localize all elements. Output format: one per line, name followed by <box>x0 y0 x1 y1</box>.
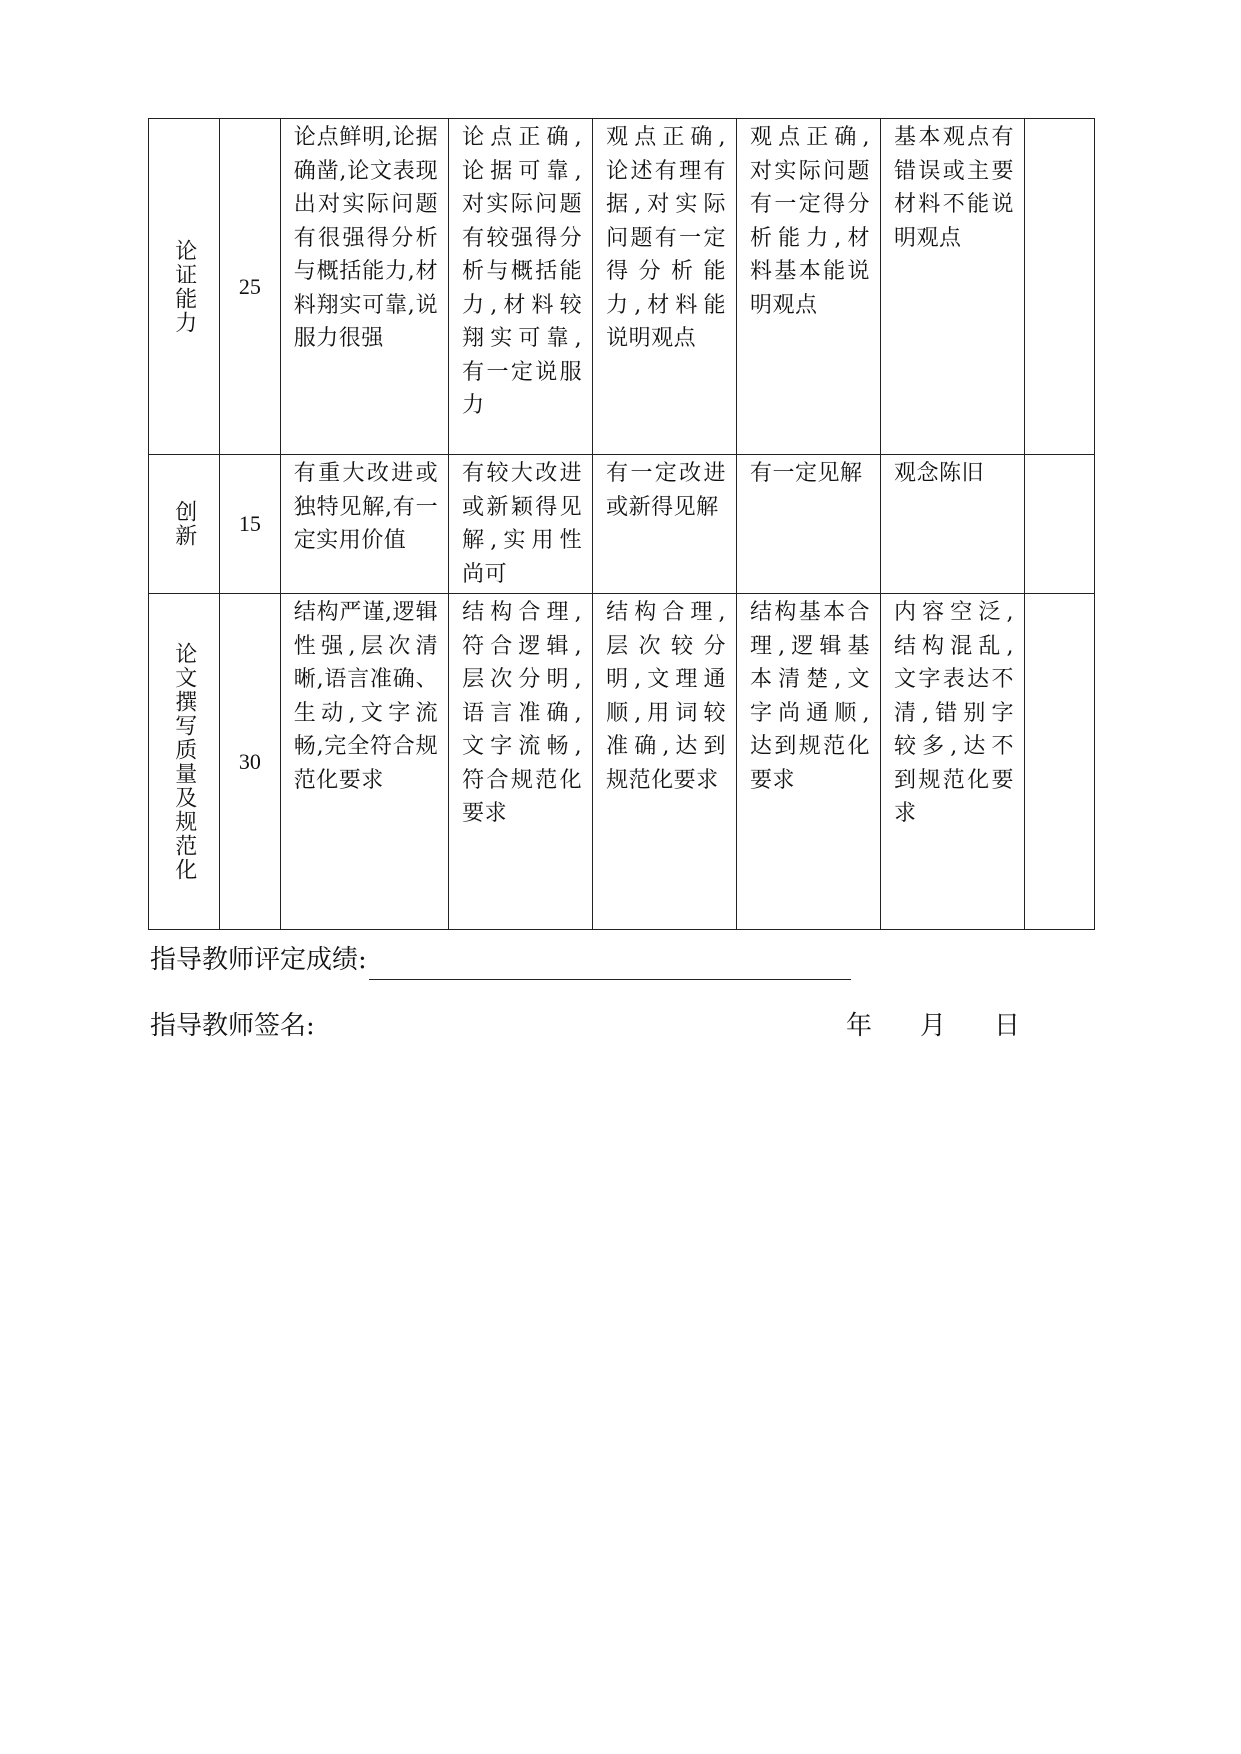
criterion-cell <box>149 119 220 455</box>
level-text: 有一定见解 <box>750 461 863 486</box>
grade-entry-cell[interactable] <box>1024 594 1094 930</box>
signature-label: 指导教师签名: <box>150 1011 315 1041</box>
level-text: 内容空泛,结构混乱,文字表达不清,错别字较多,达不到规范化要求 <box>894 600 1014 826</box>
level-cell <box>737 594 881 930</box>
level-text: 论点鲜明,论据确凿,论文表现出对实际问题有很强得分析与概括能力,材料翔实可靠,说服力很强 <box>293 125 439 351</box>
criterion-label: 论文撰写质量及规范化 <box>171 641 197 882</box>
level-text <box>1025 594 1094 598</box>
level-cell <box>593 455 737 594</box>
level-text: 观点正确,对实际问题有一定得分析能力,材料基本能说明观点 <box>750 125 871 318</box>
criterion-cell <box>149 594 220 930</box>
date-month: 月 <box>920 1011 947 1041</box>
signature-line <box>150 1006 315 1046</box>
level-cell <box>593 594 737 930</box>
level-cell <box>449 119 593 455</box>
level-cell <box>881 594 1025 930</box>
date-day: 日 <box>994 1011 1021 1041</box>
score-cell: 30 <box>219 594 280 930</box>
score-cell: 15 <box>219 455 280 594</box>
level-text: 结构合理,符合逻辑,层次分明,语言准确,文字流畅,符合规范化要求 <box>462 600 583 826</box>
criterion-label: 论证能力 <box>171 238 197 335</box>
level-text: 有较大改进或新颖得见解,实用性尚可 <box>462 461 583 587</box>
level-text: 结构合理,层次较分明,文理通顺,用词较准确,达到规范化要求 <box>606 600 727 793</box>
level-text: 基本观点有错误或主要材料不能说明观点 <box>894 125 1014 251</box>
criterion-cell <box>149 455 220 594</box>
criterion-label: 创新 <box>171 500 197 548</box>
level-text: 观点正确,论述有理有据,对实际问题有一定得分析能力,材料能说明观点 <box>606 125 727 351</box>
table-row <box>149 119 1095 455</box>
level-text: 论点正确,论据可靠,对实际问题有较强得分析与概括能力,材料较翔实可靠,有一定说服力 <box>462 125 583 418</box>
level-cell <box>737 119 881 455</box>
level-cell <box>280 594 448 930</box>
level-cell <box>881 119 1025 455</box>
table-row <box>149 594 1095 930</box>
level-cell <box>737 455 881 594</box>
table-row <box>149 455 1095 594</box>
grade-entry-cell[interactable] <box>1024 455 1094 594</box>
level-text: 观念陈旧 <box>894 461 985 486</box>
level-cell <box>881 455 1025 594</box>
signature-date <box>846 1006 1020 1046</box>
level-text: 有重大改进或独特见解,有一定实用价值 <box>293 461 439 553</box>
level-cell <box>449 455 593 594</box>
date-year: 年 <box>846 1011 873 1041</box>
level-text: 结构基本合理,逻辑基本清楚,文字尚通顺,达到规范化要求 <box>750 600 871 793</box>
grade-input-line[interactable] <box>369 949 851 980</box>
level-text: 结构严谨,逻辑性强,层次清晰,语言准确、生动,文字流畅,完全符合规范化要求 <box>293 600 439 793</box>
level-cell <box>449 594 593 930</box>
level-cell <box>280 119 448 455</box>
level-cell <box>280 455 448 594</box>
grade-label: 指导教师评定成绩: <box>150 945 367 975</box>
level-cell <box>593 119 737 455</box>
level-text: 有一定改进或新得见解 <box>606 461 727 520</box>
grade-line <box>150 940 851 980</box>
level-text <box>1025 455 1094 459</box>
level-text <box>1025 119 1094 123</box>
grade-entry-cell[interactable] <box>1024 119 1094 455</box>
grading-table <box>148 118 1095 930</box>
score-cell: 25 <box>219 119 280 455</box>
